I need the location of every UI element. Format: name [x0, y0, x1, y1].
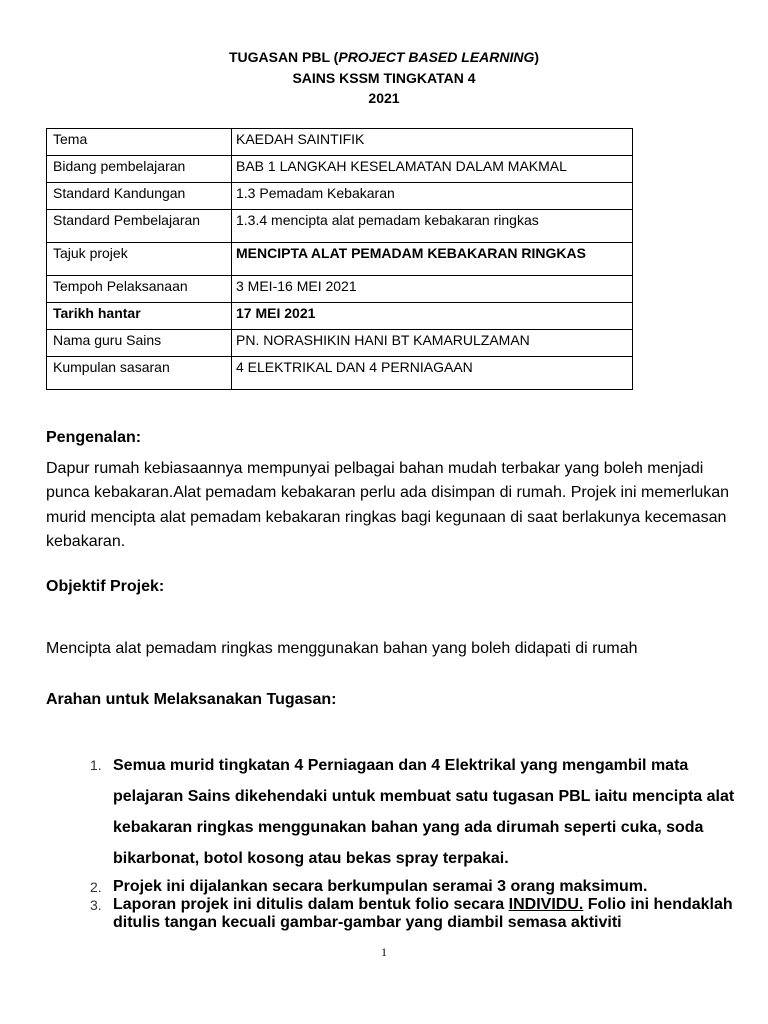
row-value: KAEDAH SAINTIFIK	[232, 129, 633, 156]
row-value: 1.3 Pemadam Kebakaran	[232, 183, 633, 210]
table-row	[47, 129, 633, 156]
arahan-list	[46, 750, 736, 932]
row-label: Bidang pembelajaran	[47, 156, 232, 183]
table-row	[47, 357, 633, 390]
project-info-table	[46, 128, 633, 390]
table-row	[47, 156, 633, 183]
document-header	[0, 47, 768, 109]
row-label: Standard Pembelajaran	[47, 210, 232, 243]
list-text: Projek ini dijalankan secara berkumpulan seramai 3 orang maksimum.	[113, 878, 648, 895]
objektif-title: Objektif Projek:	[46, 578, 165, 595]
row-value: MENCIPTA ALAT PEMADAM KEBAKARAN RINGKAS	[232, 243, 633, 276]
row-label: Nama guru Sains	[47, 330, 232, 357]
list-number: 2.	[90, 879, 102, 895]
table-row	[47, 330, 633, 357]
table-row	[47, 183, 633, 210]
row-value: PN. NORASHIKIN HANI BT KAMARULZAMAN	[232, 330, 633, 357]
list-number: 1.	[90, 757, 102, 773]
pengenalan-title: Pengenalan:	[46, 429, 142, 446]
row-value: BAB 1 LANGKAH KESELAMATAN DALAM MAKMAL	[232, 156, 633, 183]
row-label: Tema	[47, 129, 232, 156]
list-item	[46, 750, 736, 874]
table-row	[47, 210, 633, 243]
individu-emphasis: INDIVIDU.	[508, 896, 584, 913]
row-value: 1.3.4 mencipta alat pemadam kebakaran ringkas	[232, 210, 633, 243]
row-label: Tempoh Pelaksanaan	[47, 276, 232, 303]
header-italic: PROJECT BASED LEARNING	[338, 49, 535, 65]
table-row	[47, 243, 633, 276]
row-value: 4 ELEKTRIKAL DAN 4 PERNIAGAAN	[232, 357, 633, 390]
objektif-body: Mencipta alat pemadam ringkas menggunakan bahan yang boleh didapati di rumah	[46, 640, 638, 657]
pengenalan-body: Dapur rumah kebiasaannya mempunyai pelbagai bahan mudah terbakar yang boleh menjadi punca kebakaran.Alat pemadam kebakaran perlu ada disimpan di rumah. Projek ini memerlukan murid mencipta alat pemadam kebakaran ringkas bagi kegunaan di saat berlakunya kecemasan kebakaran.	[46, 460, 730, 550]
row-label: Tajuk projek	[47, 243, 232, 276]
table-row	[47, 276, 633, 303]
row-label: Standard Kandungan	[47, 183, 232, 210]
row-value: 3 MEI-16 MEI 2021	[232, 276, 633, 303]
list-item	[46, 878, 736, 896]
header-line-1: TUGASAN PBL (PROJECT BASED LEARNING)	[228, 49, 540, 65]
list-text: Semua murid tingkatan 4 Perniagaan dan 4 Elektrikal yang mengambil mata pelajaran Sains dikehendaki untuk membuat satu tugasan PBL iaitu mencipta alat kebakaran ringkas menggunakan bahan yang ada dirumah seperti cuka, soda bikarbonat, botol kosong atau bekas spray terpakai.	[113, 757, 735, 867]
list-item	[46, 896, 736, 932]
header-line-2: SAINS KSSM TINGKATAN 4	[292, 69, 476, 86]
table-row	[47, 303, 633, 330]
arahan-title: Arahan untuk Melaksanakan Tugasan:	[46, 691, 337, 708]
row-label: Kumpulan sasaran	[47, 357, 232, 390]
page-number: 1	[381, 945, 387, 959]
list-number: 3.	[90, 897, 102, 913]
row-label: Tarikh hantar	[47, 303, 232, 330]
list-text: Laporan projek ini ditulis dalam bentuk folio secara INDIVIDU. Folio ini hendaklah ditulis tangan kecuali gambar-gambar yang diambil semasa aktiviti	[113, 896, 733, 931]
header-line-3: 2021	[368, 90, 400, 106]
row-value: 17 MEI 2021	[232, 303, 633, 330]
